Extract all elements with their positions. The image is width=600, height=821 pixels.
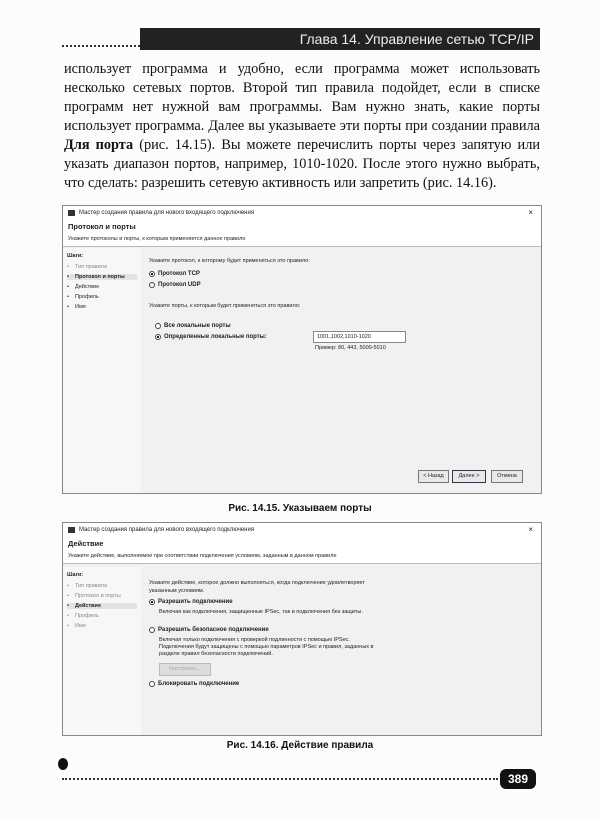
radio-allow[interactable] xyxy=(149,599,233,605)
radio-label: Блокировать подключение xyxy=(158,681,240,687)
firewall-icon xyxy=(68,527,75,533)
cancel-button[interactable]: Отмена xyxy=(491,470,523,483)
window-title: Мастер создания правила для нового входящего подключения xyxy=(79,210,255,216)
radio-label: Протокол UDP xyxy=(158,282,201,288)
radio-label: Протокол TCP xyxy=(158,271,200,277)
header-divider xyxy=(62,45,140,47)
main-pane xyxy=(149,567,535,735)
step-protocol-ports[interactable]: • Протокол и порты xyxy=(67,593,137,599)
paragraph-text: (рис. 14.15). Вы можете перечислить порты через запятую или указать диапазон портов, например, 1010-1020. После этого нужно выбрать, что сделать: разрешить сетевую активность или запретить (рис. 14.16). xyxy=(64,137,540,191)
radio-label: Все локальные порты xyxy=(164,323,231,329)
steps-label: Шаги: xyxy=(67,253,84,259)
title-bar xyxy=(63,206,541,220)
bold-term: Для порта xyxy=(64,137,134,153)
footer-divider xyxy=(62,778,498,780)
figure-caption: Рис. 14.15. Указываем порты xyxy=(228,503,372,514)
main-pane xyxy=(149,248,535,493)
step-action[interactable]: • Действие xyxy=(67,603,137,609)
back-button[interactable]: < Назад xyxy=(418,470,449,483)
radio-all-ports[interactable] xyxy=(155,323,231,329)
step-name[interactable]: • Имя xyxy=(67,304,137,310)
radio-allow-secure[interactable] xyxy=(149,627,269,633)
steps-pane xyxy=(63,248,141,493)
allow-secure-description: Включая только подключения с проверкой подлинности с помощью IPSec. Подключения будут защищены с помощью параметров IPSec и правил, заданных в разделе правил безопасности подключений. xyxy=(159,637,374,657)
firewall-icon xyxy=(68,210,75,216)
body-text xyxy=(64,60,540,193)
step-profile[interactable]: • Профиль xyxy=(67,294,137,300)
step-profile[interactable]: • Профиль xyxy=(67,613,137,619)
action-prompt: Укажите действие, которое должно выполняться, когда подключение удовлетворяет указанным условиям. xyxy=(149,580,365,594)
radio-label: Определенные локальные порты: xyxy=(164,334,267,340)
step-protocol-ports[interactable]: • Протокол и порты xyxy=(67,274,137,280)
radio-tcp[interactable] xyxy=(149,271,200,277)
step-action[interactable]: • Действие xyxy=(67,284,137,290)
next-button[interactable]: Далее > xyxy=(452,470,486,483)
radio-label: Разрешить подключение xyxy=(158,599,233,605)
allow-description: Включая как подключения, защищенные IPSec, так и подключения без защиты. xyxy=(159,609,363,615)
wizard-subheading: Укажите действие, выполняемое при соответствии подключения условиям, заданным в данном правиле xyxy=(68,553,337,559)
title-bar xyxy=(63,523,541,537)
chapter-header: Глава 14. Управление сетью TCP/IP xyxy=(140,28,540,50)
page-marker-dot xyxy=(58,758,68,770)
ports-input[interactable]: 1001,1002,1010-1020 xyxy=(313,331,406,343)
step-name[interactable]: • Имя xyxy=(67,623,137,629)
wizard-window-action xyxy=(62,522,542,736)
page-number: 389 xyxy=(500,769,536,789)
radio-specific-ports[interactable] xyxy=(155,334,267,340)
ports-prompt: Укажите порты, к которым будет применяться это правило: xyxy=(149,303,301,309)
radio-label: Разрешить безопасное подключение xyxy=(158,627,269,633)
steps-label: Шаги: xyxy=(67,572,84,578)
radio-udp[interactable] xyxy=(149,282,201,288)
protocol-prompt: Укажите протокол, к которому будет применяться это правило: xyxy=(149,258,310,264)
radio-block[interactable] xyxy=(149,681,239,687)
step-rule-type[interactable]: • Тип правила xyxy=(67,264,137,270)
close-icon[interactable]: × xyxy=(528,208,533,217)
ports-example: Пример: 80, 443, 5000-5010 xyxy=(315,345,386,351)
steps-pane xyxy=(63,567,141,735)
wizard-heading: Действие xyxy=(68,539,104,548)
close-icon[interactable]: × xyxy=(528,525,533,534)
paragraph-text: использует программа и удобно, если программа может использовать несколько сетевых портов. Второй тип правила подойдет, если в списке программ нет нужной вам программы. Вам нужно знать, какие порты использует программа. Далее вы указываете эти порты при создании правила xyxy=(64,61,540,134)
wizard-window-ports xyxy=(62,205,542,494)
customize-button[interactable]: Настроить... xyxy=(159,663,211,676)
window-title: Мастер создания правила для нового входящего подключения xyxy=(79,527,255,533)
step-rule-type[interactable]: • Тип правила xyxy=(67,583,137,589)
wizard-heading: Протокол и порты xyxy=(68,222,136,231)
figure-caption: Рис. 14.16. Действие правила xyxy=(226,740,374,751)
wizard-subheading: Укажите протоколы и порты, к которым применяется данное правило xyxy=(68,236,246,242)
